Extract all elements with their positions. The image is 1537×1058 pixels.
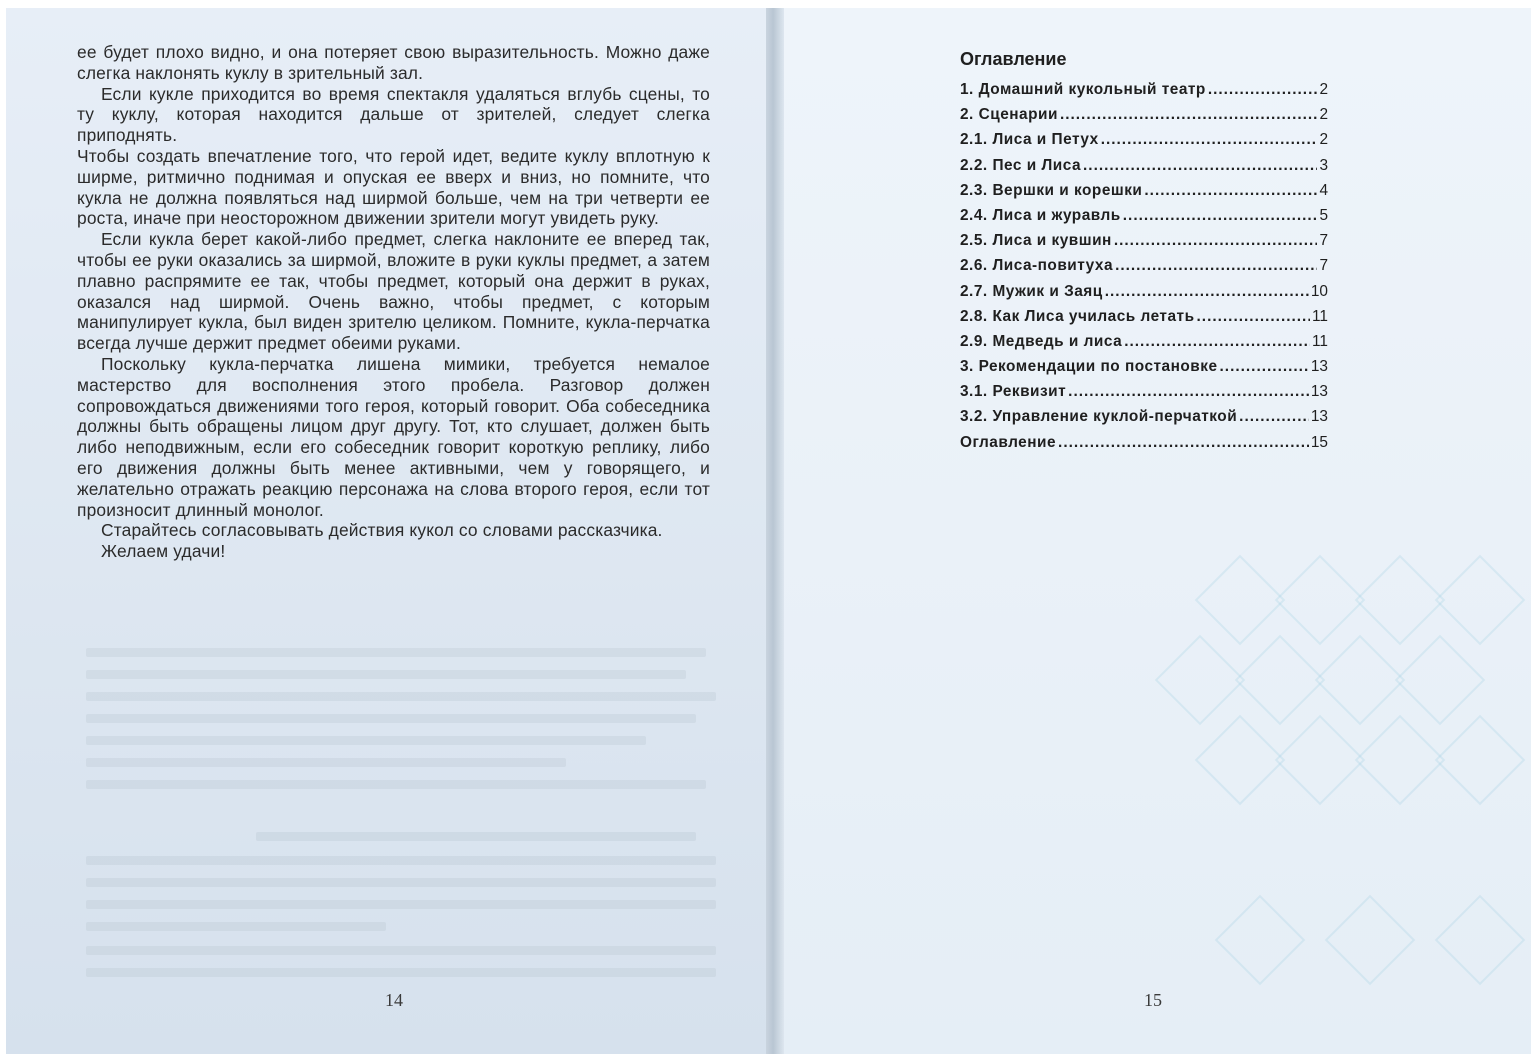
- page-number-right: 15: [1144, 990, 1162, 1010]
- toc-entry-label: 1. Домашний кукольный театр: [960, 81, 1206, 98]
- toc-entry-page: 2: [1319, 131, 1328, 149]
- toc-list: [960, 77, 1340, 455]
- toc-leader-dots: [1197, 304, 1310, 329]
- toc-leader-dots: [1115, 253, 1317, 278]
- toc-entry[interactable]: [960, 304, 1328, 329]
- paragraph: Старайтесь согласовывать действия кукол со словами рассказчика.: [101, 520, 663, 541]
- toc-entry[interactable]: [960, 153, 1328, 178]
- toc-entry-label: Оглавление: [960, 433, 1057, 451]
- decorative-pattern: [1325, 895, 1416, 986]
- toc-leader-dots: [1208, 77, 1318, 102]
- toc-entry[interactable]: [960, 329, 1328, 354]
- toc-entry-page: 3: [1319, 156, 1328, 174]
- toc-leader-dots: [1105, 279, 1309, 304]
- toc-entry-label: 2.6. Лиса-повитуха: [960, 257, 1114, 275]
- toc-entry-label: 2.8. Как Лиса училась летать: [960, 307, 1195, 325]
- toc-entry-page: 2: [1319, 81, 1328, 98]
- decorative-pattern: [1215, 895, 1306, 986]
- paragraph: Поскольку кукла-перчатка лишена мимики, требуется немалое мастерство для восполнения этого пробела. Разговор должен сопровождаться движениями того героя, который говорит. Оба собеседника должны быть обращены лицом друг другу. Тот, кто слушает, должен быть либо неподвижным, если его собеседник говорит короткую реплику, либо его движения должны быть менее активными, чем у говорящего, и желательно отражать реакцию персонажа на слова второго героя, если тот произносит длинный монолог.: [77, 353, 710, 520]
- decorative-pattern: [1235, 635, 1326, 726]
- toc-entry[interactable]: [960, 102, 1328, 127]
- toc-entry[interactable]: [960, 404, 1328, 429]
- decorative-pattern: [1275, 555, 1366, 646]
- toc-entry-label: 2.2. Пес и Лиса: [960, 156, 1082, 174]
- toc-leader-dots: [1144, 178, 1317, 203]
- show-through-line: [86, 648, 706, 657]
- toc-entry[interactable]: [960, 127, 1328, 152]
- show-through-line: [86, 922, 386, 931]
- decorative-pattern: [1195, 715, 1286, 806]
- toc-entry-label: 2.7. Мужик и Заяц: [960, 282, 1103, 300]
- toc-entry-page: 11: [1312, 307, 1328, 325]
- show-through-line: [86, 878, 716, 887]
- show-through-line: [86, 736, 646, 745]
- toc-entry[interactable]: [960, 379, 1328, 404]
- decorative-pattern: [1355, 715, 1446, 806]
- toc-leader-dots: [1083, 153, 1317, 178]
- decorative-pattern: [1155, 635, 1246, 726]
- show-through-line: [86, 714, 696, 723]
- toc-leader-dots: [1058, 430, 1309, 455]
- decorative-pattern: [1435, 555, 1526, 646]
- toc-entry-page: 5: [1319, 206, 1328, 224]
- decorative-pattern: [1275, 715, 1366, 806]
- paragraph: ее будет плохо видно, и она потеряет свою выразительность. Можно даже слегка наклонять куклу в зрительный зал.: [77, 42, 710, 83]
- toc-entry[interactable]: [960, 430, 1328, 455]
- toc-entry[interactable]: [960, 203, 1328, 228]
- show-through-line: [86, 670, 686, 679]
- decorative-pattern: [1435, 715, 1526, 806]
- toc-entry-page: 10: [1310, 282, 1328, 300]
- decorative-pattern: [1195, 555, 1286, 646]
- toc-entry-page: 13: [1310, 383, 1328, 401]
- decorative-pattern: [1315, 635, 1406, 726]
- toc-leader-dots: [1060, 102, 1318, 127]
- toc-entry-page: 15: [1310, 433, 1328, 451]
- toc-entry-label: 2.4. Лиса и журавль: [960, 206, 1121, 224]
- toc-leader-dots: [1068, 379, 1309, 404]
- show-through-line: [86, 758, 566, 767]
- toc-entry-label: 3. Рекомендации по постановке: [960, 358, 1218, 376]
- toc-entry-label: 3.1. Реквизит: [960, 383, 1067, 401]
- toc-entry-page: 4: [1319, 181, 1328, 199]
- decorative-pattern: [1355, 555, 1446, 646]
- paragraph: Желаем удачи!: [101, 541, 226, 562]
- paragraph: Чтобы создать впечатление того, что герой идет, ведите куклу вплотную к ширме, ритмично поднимая и опуская ее вверх и вниз, но помните, что кукла не должна появляться над ширмой больше, чем на три четверти ее роста, иначе при неосторожном движении зрители могут увидеть руку.: [77, 145, 710, 229]
- toc-leader-dots: [1114, 228, 1318, 253]
- toc-leader-dots: [1239, 404, 1309, 429]
- toc-entry[interactable]: [960, 178, 1328, 203]
- toc-entry-label: 2.9. Медведь и лиса: [960, 332, 1123, 350]
- page-number-left: 14: [385, 990, 403, 1010]
- show-through-line: [86, 968, 716, 977]
- decorative-pattern: [1395, 635, 1486, 726]
- decorative-pattern: [1435, 895, 1526, 986]
- show-through-line: [86, 946, 716, 955]
- toc-entry-label: 2. Сценарии: [960, 106, 1058, 124]
- show-through-line: [256, 832, 696, 841]
- toc-entry-label: 2.1. Лиса и Петух: [960, 131, 1099, 149]
- toc-entry-label: 2.5. Лиса и кувшин: [960, 232, 1112, 250]
- toc-entry[interactable]: [960, 279, 1328, 304]
- toc-entry[interactable]: [960, 77, 1328, 102]
- show-through-line: [86, 692, 716, 701]
- toc-leader-dots: [1220, 354, 1309, 379]
- toc-entry-page: 13: [1310, 358, 1328, 376]
- toc-leader-dots: [1123, 203, 1318, 228]
- toc-entry-page: 7: [1319, 257, 1328, 275]
- toc-entry[interactable]: [960, 354, 1328, 379]
- toc-entry-label: 3.2. Управление куклой-перчаткой: [960, 408, 1238, 426]
- toc-entry-page: 11: [1312, 332, 1328, 350]
- toc-entry-page: 13: [1310, 408, 1328, 426]
- show-through-line: [86, 780, 706, 789]
- toc-entry-page: 2: [1319, 106, 1328, 124]
- toc-leader-dots: [1124, 329, 1310, 354]
- toc-entry[interactable]: [960, 253, 1328, 278]
- toc-entry-page: 7: [1319, 232, 1328, 250]
- toc-title: Оглавление: [960, 49, 1067, 69]
- book-gutter: [766, 8, 784, 1054]
- toc-entry[interactable]: [960, 228, 1328, 253]
- show-through-line: [86, 856, 716, 865]
- table-of-contents: [960, 47, 1340, 455]
- left-page-body-text: [77, 42, 710, 562]
- paragraph: Если кукла берет какой-либо предмет, слегка наклоните ее вперед так, чтобы ее руки оказались за ширмой, вложите в руки куклы предмет, а затем плавно распрямите ее так, чтобы предмет, который она держит в руках, оказался над ширмой. Очень важно, чтобы предмет, с которым манипулирует кукла, был виден зрителю целиком. Помните, кукла-перчатка всегда лучше держит предмет обеими руками.: [77, 229, 710, 354]
- toc-entry-label: 2.3. Вершки и корешки: [960, 181, 1143, 199]
- show-through-line: [86, 900, 716, 909]
- paragraph: Если кукле приходится во время спектакля удаляться вглубь сцены, то ту куклу, которая находится дальше от зрителей, следует слегка приподнять.: [77, 83, 710, 146]
- toc-leader-dots: [1101, 127, 1318, 152]
